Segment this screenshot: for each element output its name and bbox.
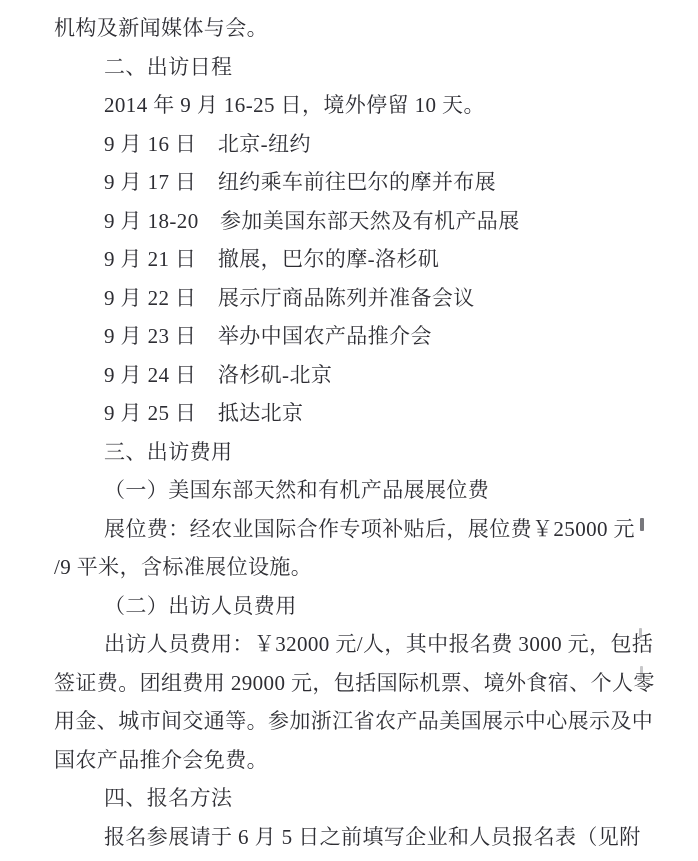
scan-artifact-speck	[640, 518, 644, 531]
doc-line-itinerary: 9 月 16 日 北京-纽约	[104, 131, 311, 156]
doc-line: /9 平米，含标准展位设施。	[54, 555, 313, 579]
doc-line-itinerary: 9 月 22 日 展示厅商品陈列并准备会议	[104, 285, 475, 310]
doc-line-itinerary: 9 月 23 日 举办中国农产品推介会	[104, 324, 432, 348]
doc-line-subheading: （二）出访人员费用	[104, 593, 297, 618]
doc-line-section-heading: 三、出访费用	[104, 439, 233, 464]
doc-line: 出访人员费用：￥32000 元/人，其中报名费 3000 元，包括	[104, 632, 654, 656]
doc-line-itinerary: 9 月 21 日 撤展，巴尔的摩-洛杉矶	[104, 247, 440, 271]
doc-line: 报名参展请于 6 月 5 日之前填写企业和人员报名表（见附	[104, 824, 641, 849]
scan-artifact-speck	[640, 666, 643, 678]
doc-line: 用金、城市间交通等。参加浙江省农产品美国展示中心展示及中	[54, 709, 654, 733]
doc-line-section-heading: 四、报名方法	[104, 786, 233, 810]
doc-line-itinerary: 9 月 24 日 洛杉矶-北京	[104, 362, 333, 387]
doc-line-section-heading: 二、出访日程	[104, 54, 233, 79]
scan-artifact-speck	[639, 628, 642, 638]
doc-line-itinerary: 9 月 18-20 参加美国东部天然及有机产品展	[104, 208, 520, 233]
doc-line: 展位费：经农业国际合作专项补贴后，展位费￥25000 元	[104, 516, 635, 541]
doc-line: 2014 年 9 月 16-25 日，境外停留 10 天。	[104, 93, 485, 117]
doc-line-itinerary: 9 月 17 日 纽约乘车前往巴尔的摩并布展	[104, 170, 497, 194]
doc-line-itinerary: 9 月 25 日 抵达北京	[104, 401, 304, 425]
doc-line-subheading: （一）美国东部天然和有机产品展展位费	[104, 478, 490, 502]
doc-line: 国农产品推介会免费。	[54, 747, 268, 772]
doc-line: 签证费。团组费用 29000 元，包括国际机票、境外食宿、个人零	[54, 670, 655, 695]
doc-line: 机构及新闻媒体与会。	[54, 16, 268, 40]
